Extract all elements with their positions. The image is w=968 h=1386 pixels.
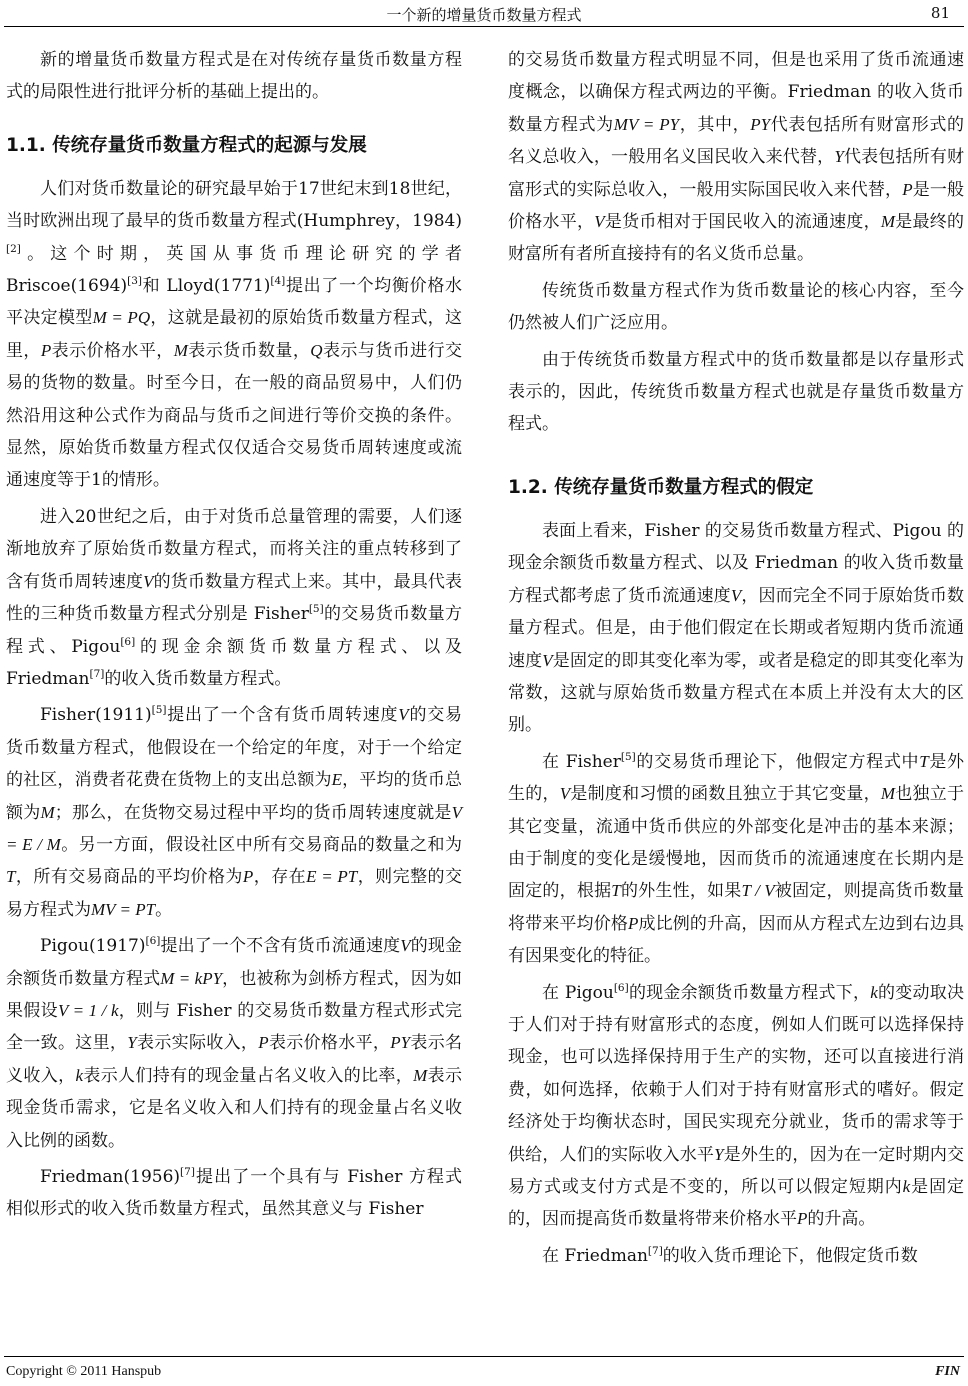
math-expression: T [919, 751, 929, 771]
math-expression: k [902, 1177, 911, 1196]
text-run: 在 Fisher [542, 751, 621, 772]
text-run: 在 Friedman [542, 1245, 648, 1266]
text-run: 的升高。 [807, 1209, 876, 1230]
text-run: 代表包括所有财富形式的实际总收入，一般用实际国民收入来代替， [508, 147, 965, 200]
right-column [508, 44, 964, 1272]
paragraph [6, 173, 462, 497]
text-run: 提出了一个具有与 Fisher 方程式相似形式的收入货币数量方程式，虽然其意义与 Fisher [6, 1167, 462, 1220]
paragraph [508, 1240, 964, 1272]
text-run: ，这就是最初的原始货币数量方程式，这里， [6, 308, 462, 361]
math-expression: M [173, 340, 188, 360]
text-run: 的变动取决于人们对于持有财富形式的态度，例如人们既可以选择保持现金，也可以选择保持用于生产的实物，还可以直接进行消费，如何选择，依赖于人们对于持有财富形式的嗜好。假定经济处于均衡状态时，国民实现充分就业，货币的需求等于供给，人们的实际收入水平 [508, 982, 964, 1165]
citation-ref: [5] [308, 603, 324, 616]
text-run: ，则完整的交易方程式为 [6, 867, 463, 920]
text-run: 表示人们持有的现金量占名义收入的比率， [82, 1065, 414, 1086]
text-run: 表示名义收入， [6, 1033, 463, 1086]
math-expression: T / V [741, 881, 775, 901]
text-run: Pigou(1917) [40, 936, 146, 957]
math-expression: M [880, 784, 896, 804]
math-expression: PY [390, 1033, 411, 1053]
footer-rule [4, 1356, 964, 1357]
text-run: 的收入货币数量方程式。 [104, 668, 292, 689]
text-run: 提出了一个含有货币周转速度 [166, 705, 399, 726]
citation-ref: [2] [6, 242, 21, 255]
running-title: 一个新的增量货币数量方程式 [386, 6, 582, 24]
text-run: 。这个时期，英国从事货币理论研究的学者 Briscoe(1694) [6, 243, 462, 297]
paragraph [508, 977, 964, 1236]
math-expression: P [40, 340, 52, 360]
text-run: ，因而完全不同于原始货币数量方程式。但是，由于他们假定在长期或者短期内货币流通速度 [508, 585, 965, 671]
text-run: Friedman(1956) [40, 1167, 181, 1187]
math-expression: k [870, 982, 878, 1002]
math-expression: k [75, 1065, 83, 1085]
citation-ref: [6] [120, 635, 136, 648]
left-column [6, 44, 462, 1226]
text-run: 表示货币数量， [187, 340, 311, 361]
math-expression: V [400, 936, 411, 956]
page-header [0, 0, 968, 26]
math-expression: E [331, 770, 343, 790]
citation-ref: [4] [270, 275, 286, 288]
math-expression: M = kPY [160, 968, 223, 988]
paragraph [508, 44, 964, 271]
citation-ref: [7] [180, 1166, 195, 1178]
math-expression: M [413, 1065, 428, 1085]
math-expression: M [880, 212, 896, 232]
math-expression: P [258, 1033, 269, 1053]
copyright-notice: Copyright © 2011 Hanspub [6, 1364, 162, 1379]
text-run: 传统货币数量方程式作为货币数量论的核心内容，至今仍然被人们广泛应用。 [508, 280, 964, 334]
header-rule [4, 26, 964, 27]
text-run: 人们对货币数量论的研究最早始于17世纪末到18世纪，当时欧洲出现了最早的货币数量方程式(Humphrey，1984) [6, 178, 462, 232]
text-run: 的现金余额货币数量方程式下， [628, 982, 871, 1003]
math-expression: V [594, 212, 605, 232]
citation-ref: [7] [647, 1244, 663, 1257]
math-expression: P [242, 867, 254, 887]
text-run: 是制度和习惯的函数且独立于其它变量， [570, 784, 881, 805]
citation-ref: [7] [89, 667, 105, 680]
paragraph [6, 501, 462, 695]
math-expression: PY [750, 114, 771, 134]
math-expression: V = E / M [6, 802, 462, 854]
citation-ref: [5] [620, 750, 636, 763]
text-run: 表示价格水平， [268, 1033, 391, 1054]
section-heading: 1.2. 传统存量货币数量方程式的假定 [508, 476, 814, 498]
text-run: 成比例的升高，因而从方程式左边到右边具有因果变化的特征。 [508, 913, 965, 967]
text-run: ，也被称为剑桥方程式，因为如果假设 [6, 968, 462, 1021]
citation-ref: [3] [127, 275, 142, 288]
text-run: 的外生性，如果 [620, 881, 742, 902]
text-run: 的现金余额货币数量方程式 [6, 936, 462, 989]
text-run: 的现金余额货币数量方程式、以及 Friedman [6, 636, 462, 689]
paragraph [6, 930, 462, 1157]
paragraph [6, 1161, 462, 1226]
math-expression: V [143, 571, 154, 591]
math-expression: V = 1 / k [57, 1000, 119, 1020]
text-run: ，则与 Fisher 的交易货币数量方程式形式完全一致。这里， [6, 1000, 462, 1054]
text-run: 是外生的， [508, 751, 965, 805]
text-run: 代表包括所有财富形式的名义总收入，一般用名义国民收入来代替， [508, 114, 965, 168]
page-number: 81 [930, 4, 950, 22]
text-run: 表示价格水平， [51, 340, 174, 361]
text-run: 被固定，则提高货币数量将带来平均价格 [508, 881, 965, 934]
text-run: 提出了一个不含有货币流通速度 [160, 936, 401, 957]
citation-ref: [6] [145, 935, 161, 948]
text-run: Fisher(1911) [40, 705, 152, 726]
text-run: ，平均的货币总额为 [6, 770, 463, 823]
text-run: 的货币数量方程式上来。其中，最具代表性的三种货币数量方程式分别是 Fisher [6, 571, 463, 625]
text-run: 的交易货币数量方程式明显不同，但是也采用了货币流通速度概念，以确保方程式两边的平衡。Friedman 的收入货币数量方程式为 [508, 50, 964, 135]
math-expression: E = PT [306, 867, 358, 887]
text-run: 表示与货币进行交易的货物的数量。时至今日，在一般的商品贸易中，人们仍然沿用这种公式作为商品与货币之间进行等价交换的条件。显然，原始货币数量方程式仅仅适合交易货币周转速度或流通速度等于1的情形。 [6, 340, 463, 491]
math-expression: V [398, 705, 409, 725]
math-expression: T [611, 881, 621, 901]
math-expression: V [542, 650, 553, 670]
text-run: 和 Lloyd(1771) [142, 276, 271, 297]
text-run: 的收入货币理论下，他假定货币数 [662, 1245, 918, 1266]
paragraph [508, 344, 964, 441]
journal-abbreviation: FIN [935, 1364, 960, 1379]
text-run: ；那么，在货物交易过程中平均的货币周转速度就是 [54, 802, 452, 823]
math-expression: MV = PT [91, 899, 156, 919]
paragraph [508, 746, 964, 973]
math-expression: MV = PY [613, 114, 680, 134]
math-expression: P [797, 1209, 808, 1229]
math-expression: T [6, 867, 16, 887]
paragraph [508, 515, 964, 742]
text-run: 是固定的即其变化率为零，或者是稳定的即其变化率为常数，这就与原始货币数量方程式在本质上并没有太大的区别。 [508, 650, 965, 736]
text-run: 的交易货币数量方程式，他假设在一个给定的年度，对于一个给定的社区，消费者花费在货物上的支出总额为 [6, 705, 463, 791]
math-expression: M = PQ [92, 308, 151, 328]
text-run: 也独立于其它变量，流通中货币供应的外部变化是冲击的基本来源；由于制度的变化是缓慢地，因而货币的流通速度在长期内是固定的，根据 [508, 784, 965, 902]
text-run: 是外生的，因为在一定时期内交易方式或支付方式是不变的，所以可以假定短期内 [508, 1144, 965, 1197]
text-run: ，其中， [679, 114, 751, 135]
math-expression: Q [310, 340, 323, 360]
paragraph [6, 699, 462, 926]
text-run: 是货币相对于国民收入的流通速度， [604, 212, 881, 233]
text-run: 是一般价格水平， [508, 179, 965, 233]
text-run: 表示实际收入， [136, 1033, 259, 1054]
citation-ref: [5] [151, 704, 167, 717]
text-run: 由于传统货币数量方程式中的货币数量都是以存量形式表示的，因此，传统货币数量方程式也就是存量货币数量方程式。 [508, 349, 964, 435]
math-expression: V [559, 784, 571, 804]
text-run: ，所有交易商品的平均价格为 [15, 867, 243, 888]
text-run: 表面上看来，Fisher 的交易货币数量方程式、Pigou 的现金余额货币数量方程式、以及 Friedman 的收入货币数量方程式都考虑了货币流通速度 [508, 520, 964, 606]
math-expression: M [40, 802, 55, 822]
text-run: 的交易货币理论下，他假定方程式中 [635, 751, 920, 772]
math-expression: P [627, 913, 639, 933]
math-expression: V [730, 585, 742, 605]
math-expression: Y [834, 147, 844, 167]
text-run: 是最终的财富所有者所直接持有的名义货币总量。 [508, 212, 965, 265]
text-run: 进入20世纪之后，由于对货币总量管理的需要，人们逐渐地放弃了原始货币数量方程式，而将关注的重点转移到了含有货币周转速度 [6, 506, 462, 592]
text-run: ，存在 [253, 867, 307, 888]
paragraph [508, 275, 964, 340]
paragraph [6, 44, 462, 109]
text-run: 表示现金货币需求，它是名义收入和人们持有的现金量占名义收入比例的函数。 [6, 1065, 463, 1151]
text-run: 。另一方面，假设社区中所有交易商品的数量之和为 [60, 834, 463, 855]
section-heading: 1.1. 传统存量货币数量方程式的起源与发展 [6, 134, 367, 156]
math-expression: Y [714, 1144, 724, 1164]
text-run: 新的增量货币数量方程式是在对传统存量货币数量方程式的局限性进行批评分析的基础上提出的。 [6, 50, 462, 103]
page-footer [0, 1356, 968, 1386]
math-expression: Y [127, 1033, 137, 1053]
citation-ref: [6] [613, 981, 629, 994]
text-run: 。 [155, 899, 173, 920]
text-run: 在 Pigou [542, 982, 614, 1003]
text-run: 是固定的，因而提高货币数量将带来价格水平 [508, 1177, 965, 1230]
text-run: 提出了一个均衡价格水平决定模型 [6, 276, 462, 329]
text-run: 的交易货币数量方程式、Pigou [6, 604, 463, 657]
math-expression: P [902, 179, 913, 199]
